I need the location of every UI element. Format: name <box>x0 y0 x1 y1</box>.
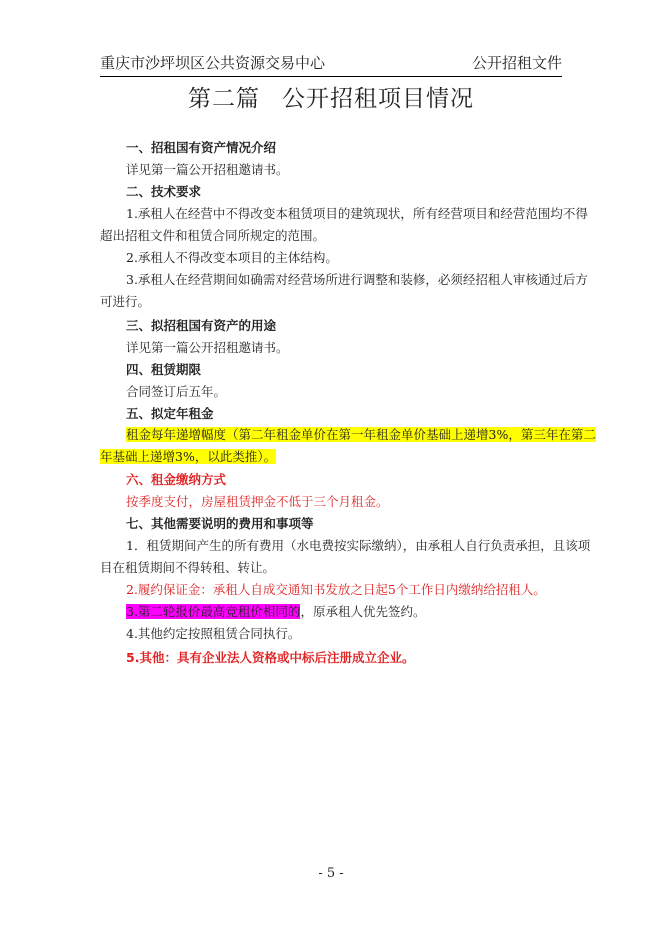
header-doc-type: 公开招租文件 <box>471 54 562 72</box>
section-7-item-3 <box>126 602 425 620</box>
section-3-heading: 三、拟招租国有资产的用途 <box>126 318 277 333</box>
title-part: 第二篇 <box>188 86 260 112</box>
rent-increase-highlight-2: 年基础上递增3%，以此类推）。 <box>100 449 277 464</box>
section-4-text: 合同签订后五年。 <box>126 384 227 399</box>
section-2-item-1-line-1: 1.承租人在经营中不得改变本租赁项目的建筑现状，所有经营项目和经营范围均不得 <box>126 206 588 221</box>
section-5-line-1 <box>126 425 596 443</box>
section-6-heading: 六、租金缴纳方式 <box>126 472 227 487</box>
section-7-heading: 七、其他需要说明的费用和事项等 <box>126 516 314 531</box>
tie-bid-rest: ，原承租人优先签约。 <box>300 604 426 619</box>
section-2-item-2: 2.承租人不得改变本项目的主体结构。 <box>126 250 338 265</box>
section-5-heading: 五、拟定年租金 <box>126 406 214 421</box>
section-7-item-1-line-2: 目在租赁期间不得转租、转让。 <box>100 560 276 575</box>
title-name: 公开招租项目情况 <box>282 86 474 112</box>
section-2-heading: 二、技术要求 <box>126 184 202 199</box>
section-3-text: 详见第一篇公开招租邀请书。 <box>126 340 289 355</box>
section-4-heading: 四、租赁期限 <box>126 362 202 377</box>
section-7-item-2: 2.履约保证金：承租人自成交通知书发放之日起5个工作日内缴纳给招租人。 <box>126 582 546 597</box>
page-header <box>100 52 562 77</box>
page-title <box>0 80 662 113</box>
section-2-item-3-line-2: 可进行。 <box>100 294 151 309</box>
page-number: - 5 - <box>318 866 344 881</box>
rent-increase-highlight-1: 租金每年递增幅度（第二年租金单价在第一年租金单价基础上递增3%，第三年在第二 <box>126 427 596 442</box>
section-1-heading: 一、招租国有资产情况介绍 <box>126 140 277 155</box>
tie-bid-highlight: 3.第二轮报价最高竞租价相同的 <box>126 604 301 619</box>
section-7-item-4: 4.其他约定按照租赁合同执行。 <box>126 626 301 641</box>
section-1-text: 详见第一篇公开招租邀请书。 <box>126 162 289 177</box>
section-6-text: 按季度支付，房屋租赁押金不低于三个月租金。 <box>126 494 389 509</box>
section-7-item-1-line-1: 1．租赁期间产生的所有费用（水电费按实际缴纳），由承租人自行负责承担，且该项 <box>126 538 591 553</box>
header-organization: 重庆市沙坪坝区公共资源交易中心 <box>100 54 326 72</box>
section-2-item-3-line-1: 3.承租人在经营期间如确需对经营场所进行调整和装修，必须经招租人审核通过后方 <box>126 272 588 287</box>
section-5-line-2 <box>100 447 276 465</box>
section-7-item-5: 5.其他：具有企业法人资格或中标后注册成立企业。 <box>126 650 415 665</box>
section-2-item-1-line-2: 超出招租文件和租赁合同所规定的范围。 <box>100 228 326 243</box>
